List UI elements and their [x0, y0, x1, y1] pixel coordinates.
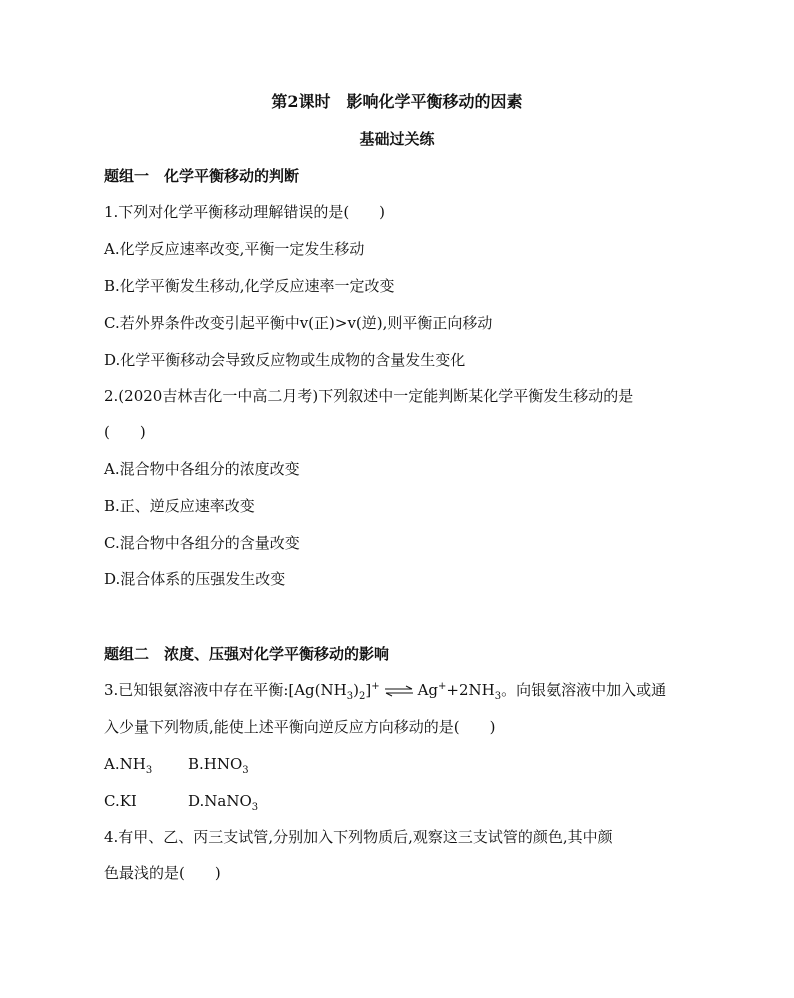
- q1-option-d: D.化学平衡移动会导致反应物或生成物的含量发生变化: [104, 351, 466, 369]
- q3-stem-mid-1: ): [353, 681, 359, 699]
- q3-option-a: [104, 754, 188, 774]
- group2-heading: 题组二 浓度、压强对化学平衡移动的影响: [104, 645, 390, 663]
- q3-sub-2: 2: [358, 691, 366, 702]
- q3-stem-mid-2: ]: [365, 681, 372, 699]
- q3-sub-1: 3: [346, 691, 354, 702]
- q2-option-a: A.混合物中各组分的浓度改变: [104, 460, 300, 478]
- q3-option-a-sub: 3: [145, 765, 153, 776]
- q2-stem-cont: ( ): [104, 423, 146, 441]
- q3-right-mid: +2NH: [446, 681, 495, 699]
- lesson-title: 第2课时 影响化学平衡移动的因素: [271, 92, 523, 111]
- q2-option-b: B.正、逆反应速率改变: [104, 497, 255, 515]
- q3-sup-1: +: [371, 681, 380, 692]
- q3-sup-2: +: [438, 681, 447, 692]
- q3-option-a-text: A.NH: [104, 755, 146, 773]
- q1-option-c: C.若外界条件改变引起平衡中v(正)>v(逆),则平衡正向移动: [104, 314, 493, 332]
- q4-stem: 4.有甲、乙、丙三支试管,分别加入下列物质后,观察这三支试管的颜色,其中颜: [104, 828, 613, 846]
- q2-option-d: D.混合体系的压强发生改变: [104, 570, 286, 588]
- q3-option-b-sub: 3: [242, 765, 249, 776]
- q3-sub-3: 3: [494, 691, 502, 702]
- q3-option-b: [188, 754, 272, 774]
- q3-option-d-sub: 3: [251, 802, 259, 813]
- q3-right-pre: Ag: [417, 681, 439, 699]
- group1-heading: 题组一 化学平衡移动的判断: [104, 167, 300, 185]
- q3-option-c-text: C.KI: [104, 792, 137, 810]
- q3-options-row-2: [104, 791, 272, 811]
- equilibrium-arrow-icon: [384, 685, 414, 697]
- q3-option-d: [188, 791, 272, 811]
- q3-stem: [104, 680, 666, 700]
- q3-option-b-text: B.HNO: [188, 755, 243, 773]
- q1-option-b: B.化学平衡发生移动,化学反应速率一定改变: [104, 277, 395, 295]
- q3-stem-post: 。向银氨溶液中加入或通: [501, 681, 667, 699]
- q3-options-row-1: [104, 754, 272, 774]
- section-subtitle: 基础过关练: [359, 130, 435, 148]
- q2-stem: 2.(2020吉林吉化一中高二月考)下列叙述中一定能判断某化学平衡发生移动的是: [104, 387, 634, 405]
- q1-option-a: A.化学反应速率改变,平衡一定发生移动: [104, 240, 365, 258]
- q2-option-c: C.混合物中各组分的含量改变: [104, 534, 300, 552]
- q3-stem-pre: 3.已知银氨溶液中存在平衡:[Ag(NH: [104, 681, 347, 699]
- q3-option-d-text: D.NaNO: [188, 792, 252, 810]
- q4-stem-cont: 色最浅的是( ): [104, 864, 221, 882]
- q3-stem-cont: 入少量下列物质,能使上述平衡向逆反应方向移动的是( ): [104, 718, 496, 736]
- q1-stem: 1.下列对化学平衡移动理解错误的是( ): [104, 203, 386, 221]
- q3-option-c: [104, 791, 188, 811]
